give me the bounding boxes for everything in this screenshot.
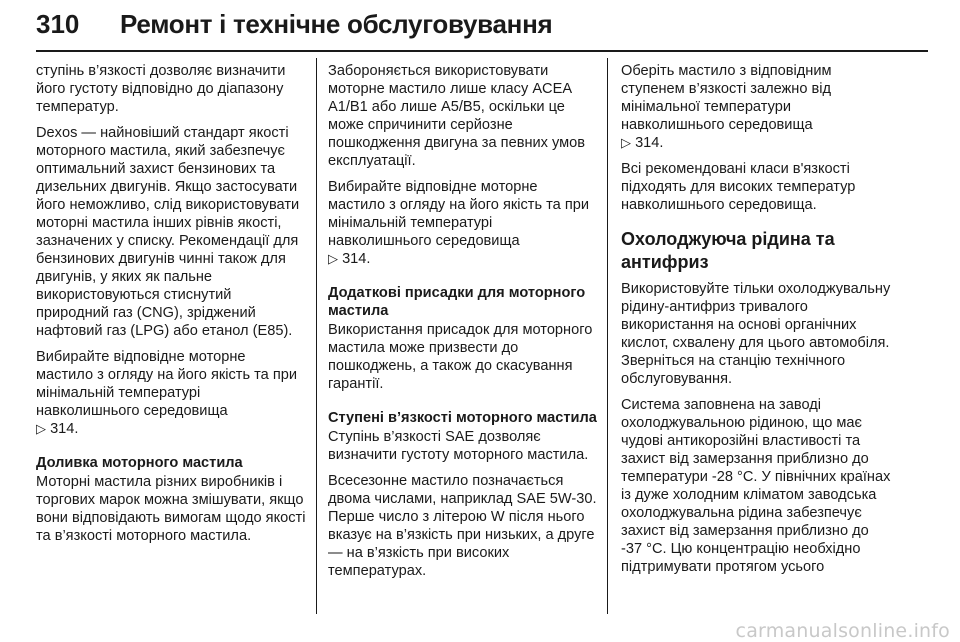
- page-header: [36, 4, 926, 44]
- paragraph-text: Вибирайте відповідне моторне мастило з огляду на його якість та при мінімальній температурі навколишнього середовища: [36, 349, 297, 419]
- paragraph-text: Вибирайте відповідне моторне мастило з огляду на його якість та при мінімальній температурі навколишнього середовища: [328, 179, 589, 249]
- page-title: Ремонт і технічне обслуговування: [120, 8, 553, 39]
- paragraph: Всесезонне мастило позначається двома числами, наприклад SAE 5W-30. Перше число з літерою W після нього вказує на в’язкість при низьких, а друге — на в’язкість при високих температурах.: [328, 473, 597, 579]
- column-divider-2: [607, 58, 608, 614]
- section-heading: Ступені в’язкості моторного мастила: [328, 410, 597, 426]
- section-heading: Додаткові присадки для моторного мастила: [328, 285, 586, 319]
- paragraph: Використовуйте тільки охолоджувальну рідину-антифриз тривалого використання на основі органічних кислот, схвалену для цього автомобіля. Зверніться на станцію технічного обслуговування.: [621, 281, 891, 387]
- paragraph: Забороняється використовувати моторне мастило лише класу ACEA A1/B1 або лише A5/B5, оскільки це може спричинити серйозне пошкодження двигуна за певних умов експлуатації.: [328, 63, 586, 169]
- column-2: [328, 62, 598, 588]
- paragraph: Використання присадок для моторного мастила може призвести до пошкоджень, а також до скасування гарантії.: [328, 322, 593, 392]
- paragraph: [328, 178, 598, 268]
- column-divider-1: [316, 58, 317, 614]
- page-number: 310: [36, 8, 80, 39]
- paragraph: Моторні мастила різних виробників і торгових марок можна змішувати, якщо вони відповідають вимогам щодо якості та в’язкості моторного мастила.: [36, 474, 306, 544]
- page-reference-icon: ▷: [36, 421, 46, 436]
- watermark: carmanualsonline.info: [735, 620, 950, 642]
- section-heading: Доливка моторного мастила: [36, 455, 243, 471]
- paragraph: [621, 62, 891, 152]
- paragraph: ступінь в’язкості дозволяє визначити його густоту відповідно до діапазону температур.: [36, 63, 286, 115]
- header-rule: [36, 50, 928, 52]
- page-reference-icon: ▷: [621, 135, 631, 150]
- paragraph-text: Оберіть мастило з відповідним ступенем в’язкості залежно від мінімальної температури навколишнього середовища: [621, 63, 832, 133]
- paragraph: Dexos — найновіший стандарт якості моторного мастила, який забезпечує оптимальний захист бензинових та дизельних двигунів. Якщо застосувати його неможливо, слід використовувати моторні мастила інших рівнів якості, зазначених у списку. Рекомендації для бензинових двигунів чинні також для двигунів, у яких як пальне використовуються стиснутий природний газ (CNG), зріджений нафтовий газ (LPG) або етанол (E85).: [36, 125, 300, 339]
- column-3: [621, 62, 891, 584]
- paragraph: Система заповнена на заводі охолоджувальною рідиною, що має чудові антикорозійні властивості та захист від замерзання приблизно до температури -28 °C. У північних країнах із дуже холодним кліматом заводська охолоджувальна рідина забезпечує захист від замерзання приблизно до -37 °C. Цю концентрацію необхідно підтримувати протягом усього: [621, 397, 891, 575]
- page-reference[interactable]: 314.: [635, 135, 664, 151]
- paragraph: Всі рекомендовані класи в'язкості підходять для високих температур навколишнього середовища.: [621, 161, 856, 213]
- paragraph: Ступінь в’язкості SAE дозволяє визначити густоту моторного мастила.: [328, 429, 589, 463]
- page-reference[interactable]: 314.: [342, 251, 371, 267]
- column-1: [36, 62, 306, 553]
- page-reference[interactable]: 314.: [50, 421, 79, 437]
- page-reference-icon: ▷: [328, 251, 338, 266]
- section-heading: Охолоджуюча рідина та антифриз: [621, 229, 835, 272]
- paragraph: [36, 348, 306, 438]
